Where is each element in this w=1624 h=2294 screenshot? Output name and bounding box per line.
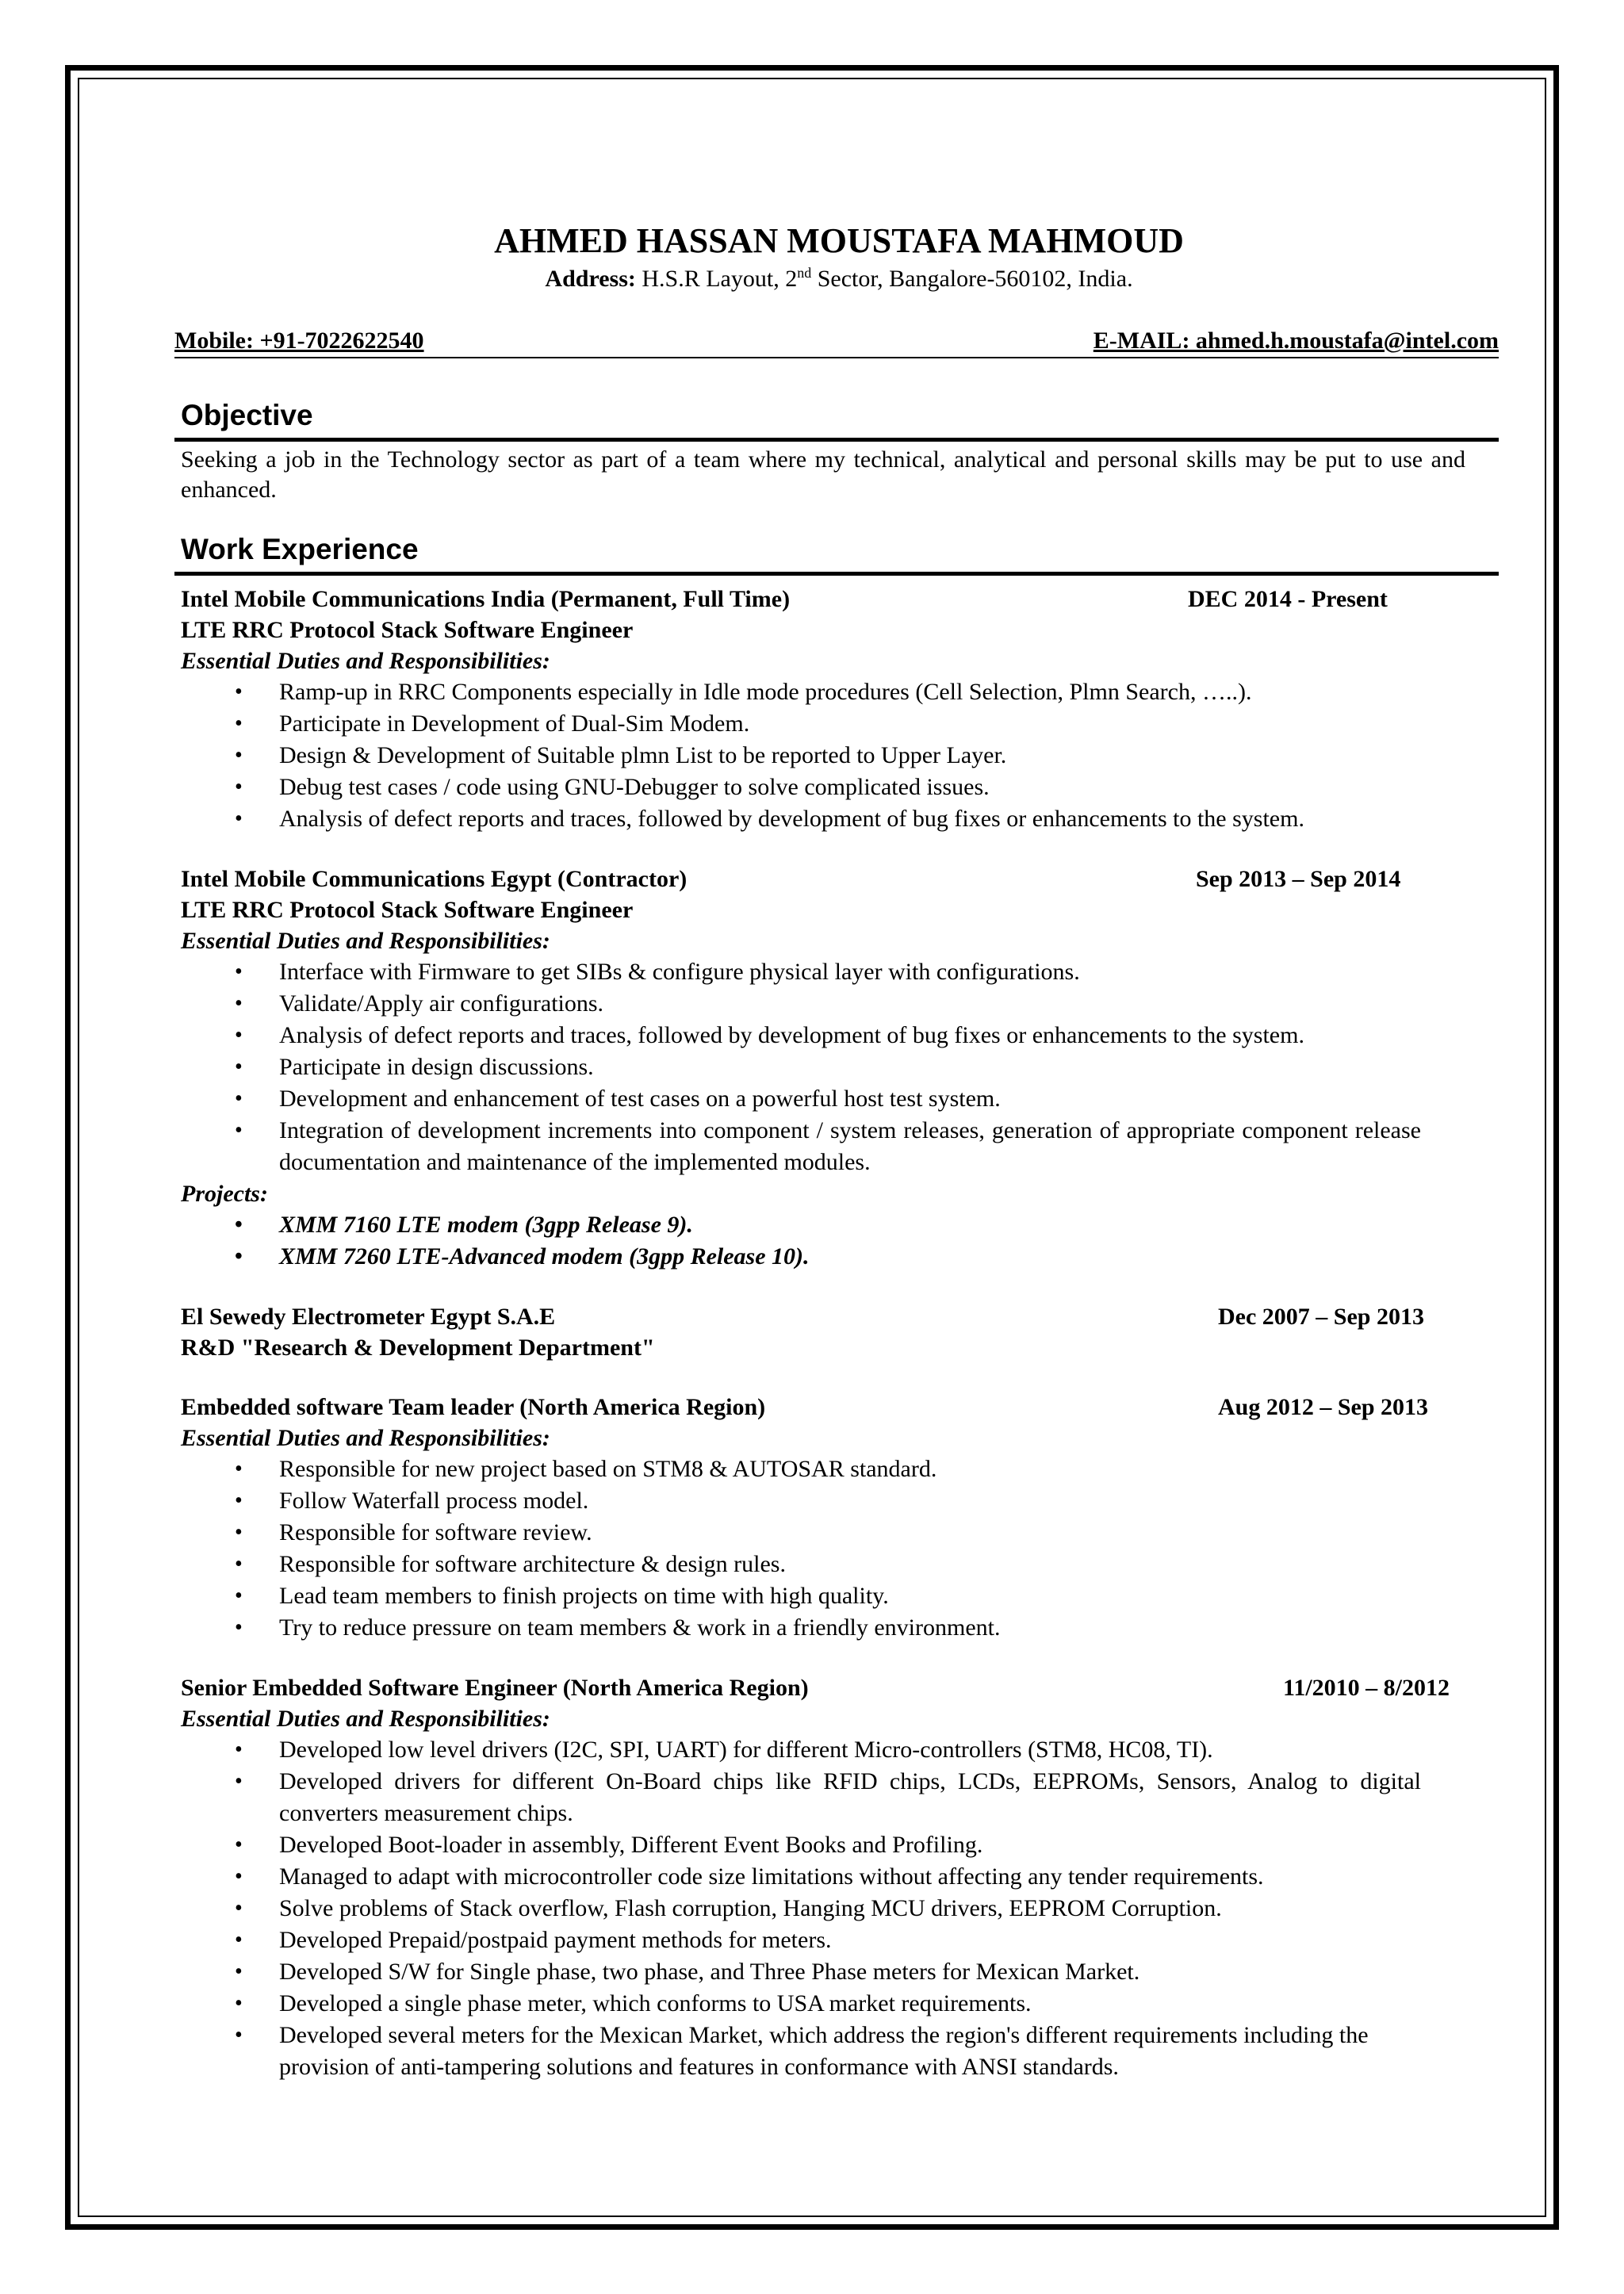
list-item: • Developed S/W for Single phase, two phase, and Three Phase meters for Mexican Market. [235, 1959, 1140, 1985]
list-item: • Design & Development of Suitable plmn List to be reported to Upper Layer. [235, 742, 1007, 768]
list-item: • Developed Boot-loader in assembly, Different Event Books and Profiling. [235, 1832, 983, 1858]
list-item: • Lead team members to finish projects on time with high quality. [235, 1583, 889, 1609]
job-entry [181, 584, 1497, 835]
list-item: • Solve problems of Stack overflow, Flash corruption, Hanging MCU drivers, EEPROM Corruption. [235, 1895, 1222, 1921]
list-item: • Try to reduce pressure on team members & work in a friendly environment. [235, 1614, 1001, 1641]
objective-heading: Objective [174, 398, 1499, 442]
list-item: • Ramp-up in RRC Components especially in Idle mode procedures (Cell Selection, Plmn Search, …..). [235, 679, 1252, 705]
list-item: • XMM 7260 LTE-Advanced modem (3gpp Release 10). [235, 1243, 810, 1270]
job-role: LTE RRC Protocol Stack Software Engineer [181, 617, 634, 643]
job-company: Senior Embedded Software Engineer (North America Region) [181, 1675, 809, 1701]
contact-row [174, 325, 1499, 358]
list-item: • Responsible for new project based on STM8 & AUTOSAR standard. [235, 1456, 937, 1482]
list-item: • Participate in design discussions. [235, 1054, 594, 1080]
candidate-name: AHMED HASSAN MOUSTAFA MAHMOUD [494, 221, 1184, 260]
list-item: • Analysis of defect reports and traces, followed by development of bug fixes or enhancements to the system. [235, 1022, 1304, 1048]
list-item: • Development and enhancement of test cases on a powerful host test system. [235, 1086, 1001, 1112]
duties-list [181, 956, 1497, 1178]
job-company-row [181, 584, 1497, 615]
resume-content [174, 219, 1499, 2083]
job-company-row [181, 1672, 1497, 1703]
address-superscript: nd [797, 265, 812, 281]
list-item: • Debug test cases / code using GNU-Debugger to solve complicated issues. [235, 774, 990, 800]
job-dates: Sep 2013 – Sep 2014 [1196, 866, 1401, 892]
list-item: • Validate/Apply air configurations. [235, 990, 604, 1017]
duties-label: Essential Duties and Responsibilities: [181, 1425, 550, 1451]
list-item: • Developed several meters for the Mexican Market, which address the region's different requirements including the provision of anti-tampering solutions and features in conformance with ANSI standards. [235, 2022, 1369, 2080]
duties-label: Essential Duties and Responsibilities: [181, 928, 550, 954]
list-item: • Managed to adapt with microcontroller code size limitations without affecting any tender requirements. [235, 1863, 1264, 1890]
duties-list [181, 676, 1497, 835]
list-item: • Analysis of defect reports and traces, followed by development of bug fixes or enhancements to the system. [235, 806, 1304, 832]
list-item: • Integration of development increments into component / system releases, generation of appropriate component release documentation and maintenance of the implemented modules. [235, 1117, 1421, 1175]
mobile-number: Mobile: +91-7022622540 [174, 327, 424, 354]
list-item: • Developed Prepaid/postpaid payment methods for meters. [235, 1927, 832, 1953]
duties-label: Essential Duties and Responsibilities: [181, 648, 550, 674]
job-company-row [181, 1392, 1497, 1423]
list-item: • Developed low level drivers (I2C, SPI, UART) for different Micro-controllers (STM8, HC08, TI). [235, 1737, 1213, 1763]
list-item: • Interface with Firmware to get SIBs & configure physical layer with configurations. [235, 959, 1080, 985]
objective-text: Seeking a job in the Technology sector as part of a team where my technical, analytical and personal skills may be put to use and enhanced. [181, 446, 1465, 503]
job-entry [181, 1672, 1497, 2083]
job-dates: Aug 2012 – Sep 2013 [1218, 1394, 1429, 1420]
list-item: • Developed drivers for different On-Board chips like RFID chips, LCDs, EEPROMs, Sensors, Analog to digital converters measurement chips. [235, 1768, 1421, 1826]
list-item: • Participate in Development of Dual-Sim Modem. [235, 710, 750, 737]
job-dates: Dec 2007 – Sep 2013 [1218, 1304, 1424, 1330]
address-text-post: Sector, Bangalore-560102, India. [811, 266, 1133, 292]
projects-label: Projects: [181, 1181, 268, 1207]
job-dates: 11/2010 – 8/2012 [1283, 1675, 1450, 1701]
job-company-row [181, 1301, 1497, 1332]
job-company: Intel Mobile Communications Egypt (Contractor) [181, 866, 688, 892]
job-entry [181, 864, 1497, 1273]
job-company: Intel Mobile Communications India (Permanent, Full Time) [181, 586, 791, 612]
job-company: El Sewedy Electrometer Egypt S.A.E [181, 1304, 556, 1330]
list-item: • Follow Waterfall process model. [235, 1488, 589, 1514]
email-address: E-MAIL: ahmed.h.moustafa@intel.com [1093, 327, 1499, 354]
job-dates: DEC 2014 - Present [1188, 586, 1388, 612]
job-entry [181, 1392, 1497, 1644]
job-role: LTE RRC Protocol Stack Software Engineer [181, 897, 634, 923]
address-line [181, 263, 1497, 295]
duties-list [181, 1734, 1497, 2083]
address-label: Address: [545, 266, 636, 292]
job-company: Embedded software Team leader (North America Region) [181, 1394, 766, 1420]
job-company-row [181, 864, 1497, 894]
list-item: • Responsible for software architecture & design rules. [235, 1551, 786, 1577]
list-item: • Developed a single phase meter, which conforms to USA market requirements. [235, 1990, 1032, 2016]
projects-list [181, 1209, 1497, 1273]
duties-list [181, 1453, 1497, 1644]
list-item: • XMM 7160 LTE modem (3gpp Release 9). [235, 1212, 693, 1238]
job-role: R&D "Research & Development Department" [181, 1335, 655, 1361]
address-text-pre: H.S.R Layout, 2 [635, 266, 798, 292]
duties-label: Essential Duties and Responsibilities: [181, 1706, 550, 1732]
list-item: • Responsible for software review. [235, 1519, 592, 1545]
job-entry [181, 1301, 1497, 1363]
work-experience-heading: Work Experience [174, 532, 1499, 576]
